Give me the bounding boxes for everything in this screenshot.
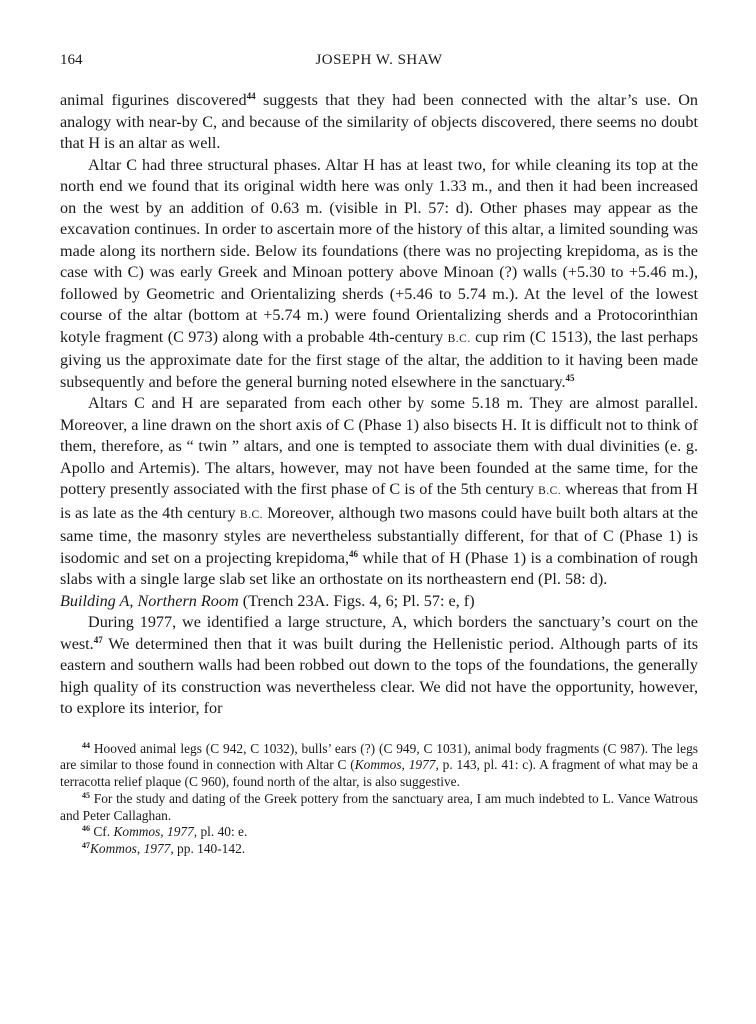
page [60, 52, 698, 858]
paragraph-4 [60, 612, 698, 720]
footnote-text: For the study and dating of the Greek pottery from the sanctuary area, I am much indebted to L. Vance Watrous and Peter Callaghan. [60, 790, 698, 823]
paragraph-text: while that of H (Phase 1) is a combination of rough slabs with a single large slab set like an orthostate on its northeastern end (Pl. 58: d). [60, 548, 698, 588]
footnote-46 [60, 824, 698, 841]
body-text [60, 90, 698, 720]
footnote-citation: Kommos, 1977, [354, 757, 439, 773]
paragraph-3 [60, 393, 698, 591]
paragraph-text: Moreover, although two masons could have built both altars at the same time, the masonry styles are nevertheless substantially different, for that of C (Phase 1) is isodomic and set on a projecting krepidoma, [60, 503, 698, 567]
footnote-text: p. 143, pl. 41: c). A fragment of what may be a terracotta relief plaque (C 960), found north of the altar, is also suggestive. [60, 757, 699, 790]
footnote-45 [60, 791, 698, 825]
footnote-number: 47 [82, 841, 90, 851]
paragraph-text: suggests that they had been connected with the altar’s use. On analogy with near-by C, and because of the similarity of objects discovered, there seems no doubt that H is an altar as well. [60, 91, 698, 152]
footnote-ref-46: 46 [349, 548, 359, 559]
era-abbrev: B.C. [538, 485, 562, 497]
footnote-citation: Kommos, 1977, [90, 841, 174, 857]
footnote-text: pp. 140-142. [173, 841, 246, 857]
paragraph-text: During 1977, we identified a large structure, A, which borders the sanctuary’s court on the west. [60, 613, 698, 653]
paragraph-text: Altar C had three structural phases. Altar H has at least two, for while cleaning its top at the north end we found that its original width here was only 1.33 m., and then it had been increased on the west by an addition of 0.63 m. (visible in Pl. 57: d). Other phases may appear as the excavation continues. In order to ascertain more of the history of this altar, a limited sounding was made along its northern side. Below its foundations (there was no projecting krepidoma, as is the case with C) was early Greek and Minoan pottery above Minoan (?) walls (+5.30 to +5.46 m.), followed by Geometric and Orientalizing sherds (+5.46 to 5.74 m.). At the level of the lowest course of the altar (bottom at +5.74 m.) were found Orientalizing sherds and a Protocorinthian kotyle fragment (C 973) along with a probable 4th-century [60, 155, 698, 346]
paragraph-text: animal figurines discovered [60, 91, 247, 109]
paragraph-2 [60, 155, 698, 394]
paragraph-text: cup rim (C 1513), the last perhaps giving us the approximate date for the first stage of the altar, the addition to it having been made subsequently and before the general burning noted elsewhere in the sanctuary. [60, 327, 699, 391]
section-heading-title: Building A, Northern Room [60, 591, 239, 610]
footnote-ref-44: 44 [246, 91, 256, 101]
footnote-number: 45 [82, 790, 90, 800]
footnote-text: Cf. [90, 824, 114, 840]
footnote-text: Hooved animal legs (C 942, C 1032), bulls’ ears (?) (C 949, C 1031), animal body fragments (C 987). The legs are similar to those found in connection with Altar C ( [60, 740, 698, 773]
footnotes [60, 741, 698, 859]
era-abbrev: B.C. [447, 332, 471, 345]
footnote-citation: Kommos, 1977, [113, 824, 198, 840]
paragraph-1 [60, 90, 698, 155]
footnote-text: pl. 40: e. [197, 824, 248, 840]
paragraph-text: whereas that from H is as late as the 4th century [60, 480, 698, 522]
section-heading [60, 591, 698, 613]
paragraph-text: Altars C and H are separated from each other by some 5.18 m. They are almost parallel. Moreover, a line drawn on the short axis of C (Phase 1) also bisects H. It is difficult not to think of them, therefore, as “ twin ” altars, and one is tempted to associate them with dual divinities (e. g. Apollo and Artemis). The altars, however, may not have been founded at the same time, for the pottery presently associated with the first phase of C is of the 5th century [60, 394, 698, 498]
footnote-number: 46 [82, 824, 90, 834]
footnote-44 [60, 741, 698, 791]
paragraph-text: We determined then that it was built during the Hellenistic period. Although parts of its eastern and southern walls had been robbed out down to the tops of the foundations, the generally high quality of its construction was nevertheless clear. We did not have the opportunity, however, to explore its interior, for [60, 634, 698, 717]
footnote-47 [60, 841, 698, 858]
era-abbrev: B.C. [239, 508, 263, 521]
section-heading-refs: (Trench 23A. Figs. 4, 6; Pl. 57: e, f) [238, 591, 475, 610]
footnote-ref-47: 47 [93, 634, 103, 645]
footnote-ref-45: 45 [565, 372, 575, 383]
page-number: 164 [60, 52, 83, 68]
running-head: JOSEPH W. SHAW [315, 52, 443, 68]
footnote-number: 44 [82, 740, 90, 750]
page-header [60, 52, 698, 74]
